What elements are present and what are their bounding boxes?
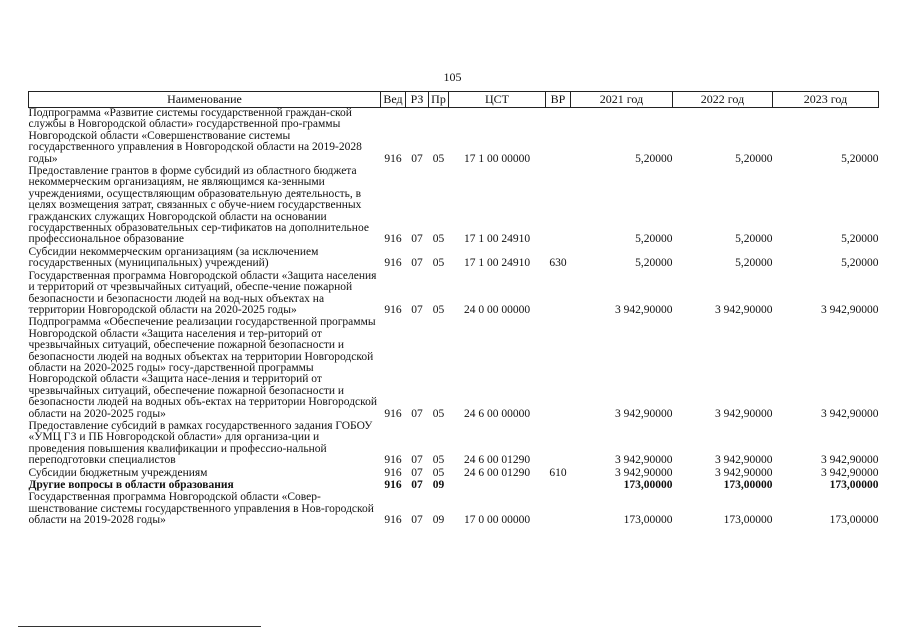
cell-vr — [546, 420, 571, 467]
cell-2021: 173,00000 — [623, 514, 673, 527]
table-row — [29, 467, 879, 479]
cell-2022: 5,20000 — [735, 257, 773, 270]
header-rz: РЗ — [406, 92, 429, 108]
cell-2022: 3 942,90000 — [715, 454, 773, 467]
cell-2023: 3 942,90000 — [821, 303, 879, 316]
cell-2023: 3 942,90000 — [821, 466, 879, 479]
cell-ved: 916 — [384, 152, 402, 165]
cell-2023: 173,00000 — [829, 514, 879, 527]
cell-name: Подпрограмма «Обеспечение реализации государственной программы Новгородской области «Защита населения и тер-риторий от чрезвычайных ситуаций, обеспечение пожарной безопасности и безопасности людей на водных объектах на территории Новгородской области на 2020-2025 годы» госу-дарственной программы Новгородской области «Защита насе-ления и территорий от чрезвычайных ситуаций, обеспечение пожарной безопасности и безопасности людей на водных объ-ектах на территории Новгородской области на 2020-2025 годы» — [28, 316, 378, 420]
header-2021: 2021 год — [571, 92, 673, 108]
header-name: Наименование — [29, 92, 381, 108]
cell-cst: 17 1 00 24910 — [463, 257, 531, 270]
cell-ved: 916 — [384, 479, 402, 491]
cell-vr — [546, 165, 571, 246]
cell-ved: 916 — [384, 257, 402, 270]
cell-name: Предоставление грантов в форме субсидий из областного бюджета некоммерческим организациям, не являющимся ка-зенными учреждениями, осуществляющим образовательную деятельность, в целях возмещения затрат, связанных с обуче-нием государственных гражданских служащих Новгородской области на основании государственных образовательных сер-тификатов на дополнительное профессиональное образование — [28, 165, 369, 246]
cell-2023: 3 942,90000 — [821, 454, 879, 467]
cell-ved: 916 — [384, 233, 402, 246]
cell-pr: 09 — [432, 479, 445, 491]
cell-cst: 24 6 00 01290 — [463, 466, 531, 479]
cell-name: Государственная программа Новгородской области «Совер-шенствование системы государственного управления в Нов-городской области на 2019-2028 годы» — [28, 491, 374, 527]
cell-cst — [449, 479, 546, 491]
table-row — [29, 246, 879, 270]
cell-vr: 630 — [549, 257, 567, 270]
cell-2021: 3 942,90000 — [615, 407, 673, 420]
cell-2021: 3 942,90000 — [615, 454, 673, 467]
cell-pr: 05 — [432, 257, 445, 270]
cell-pr: 05 — [432, 303, 445, 316]
cell-rz: 07 — [411, 233, 423, 246]
cell-2022: 3 942,90000 — [715, 303, 773, 316]
cell-name: Субсидии некоммерческим организациям (за исключением государственных (муниципальных) учреждений) — [28, 245, 319, 270]
cell-vr: 610 — [549, 466, 567, 479]
cell-ved: 916 — [384, 466, 402, 479]
budget-table — [28, 91, 879, 527]
cell-rz: 07 — [411, 152, 423, 165]
cell-vr — [546, 491, 571, 526]
cell-pr: 05 — [432, 466, 445, 479]
cell-ved: 916 — [384, 514, 402, 527]
cell-vr — [546, 108, 571, 166]
cell-2021: 173,00000 — [623, 479, 673, 491]
header-pr: Пр — [429, 92, 449, 108]
cell-pr: 05 — [432, 233, 445, 246]
cell-2023: 5,20000 — [841, 152, 879, 165]
cell-2021: 3 942,90000 — [615, 466, 673, 479]
cell-cst: 17 0 00 00000 — [463, 514, 531, 527]
page-number: 105 — [443, 70, 462, 84]
cell-2021: 5,20000 — [635, 152, 673, 165]
cell-vr — [546, 316, 571, 420]
cell-name: Субсидии бюджетным учреждениям — [28, 466, 208, 479]
header-2022: 2022 год — [673, 92, 773, 108]
cell-cst: 17 1 00 00000 — [463, 152, 531, 165]
cell-cst: 17 1 00 24910 — [463, 233, 531, 246]
table-row — [29, 108, 879, 166]
table-row — [29, 316, 879, 420]
cell-rz: 07 — [411, 257, 423, 270]
cell-2022: 3 942,90000 — [715, 466, 773, 479]
cell-pr: 09 — [432, 514, 445, 527]
cell-name: Подпрограмма «Развитие системы государственной граждан-ской службы в Новгородской области» государственной про-граммы Новгородской области «Совершенствование системы государственного управления в Новгородской области на 2019-2028 годы» — [28, 107, 362, 165]
cell-2023: 3 942,90000 — [821, 407, 879, 420]
table-row — [29, 165, 879, 246]
cell-rz: 07 — [411, 407, 423, 420]
cell-2023: 5,20000 — [841, 257, 879, 270]
cell-name: Другие вопросы в области образования — [28, 479, 234, 491]
cell-2022: 3 942,90000 — [715, 407, 773, 420]
table-row — [29, 479, 879, 491]
cell-name: Предоставление субсидий в рамках государственного задания ГОБОУ «УМЦ ГЗ и ПБ Новгородской области» для организа-ции и проведения повышения квалификации и профессио-нальной переподготовки специалистов — [28, 419, 373, 467]
table-row — [29, 491, 879, 526]
cell-vr — [546, 479, 571, 491]
header-2023: 2023 год — [773, 92, 879, 108]
cell-2022: 173,00000 — [723, 479, 773, 491]
cell-pr: 05 — [432, 454, 445, 467]
header-vr: ВР — [546, 92, 571, 108]
footer-rule — [18, 626, 261, 627]
header-cst: ЦСТ — [449, 92, 546, 108]
cell-rz: 07 — [411, 479, 423, 491]
table-row — [29, 270, 879, 317]
cell-2022: 5,20000 — [735, 152, 773, 165]
cell-2021: 5,20000 — [635, 233, 673, 246]
cell-ved: 916 — [384, 407, 402, 420]
cell-rz: 07 — [411, 303, 423, 316]
cell-cst: 24 6 00 00000 — [463, 407, 531, 420]
cell-rz: 07 — [411, 514, 423, 527]
table-row — [29, 420, 879, 467]
cell-2021: 3 942,90000 — [615, 303, 673, 316]
table-body — [29, 108, 879, 527]
cell-2022: 173,00000 — [723, 514, 773, 527]
cell-pr: 05 — [432, 407, 445, 420]
cell-2023: 5,20000 — [841, 233, 879, 246]
cell-2021: 5,20000 — [635, 257, 673, 270]
cell-pr: 05 — [432, 152, 445, 165]
cell-rz: 07 — [411, 454, 423, 467]
cell-cst: 24 6 00 01290 — [463, 454, 531, 467]
cell-cst: 24 0 00 00000 — [463, 303, 531, 316]
cell-vr — [546, 270, 571, 317]
cell-ved: 916 — [384, 454, 402, 467]
cell-2023: 173,00000 — [829, 479, 879, 491]
header-row — [29, 92, 879, 108]
cell-name: Государственная программа Новгородской области «Защита населения и территорий от чрезвычайных ситуаций, обеспе-чение пожарной безопасности и безопасности людей на вод-ных объектах на территории Новгородской области на 2020-2025 годы» — [28, 269, 377, 316]
header-ved: Вед — [381, 92, 406, 108]
cell-2022: 5,20000 — [735, 233, 773, 246]
cell-rz: 07 — [411, 466, 423, 479]
cell-ved: 916 — [384, 303, 402, 316]
